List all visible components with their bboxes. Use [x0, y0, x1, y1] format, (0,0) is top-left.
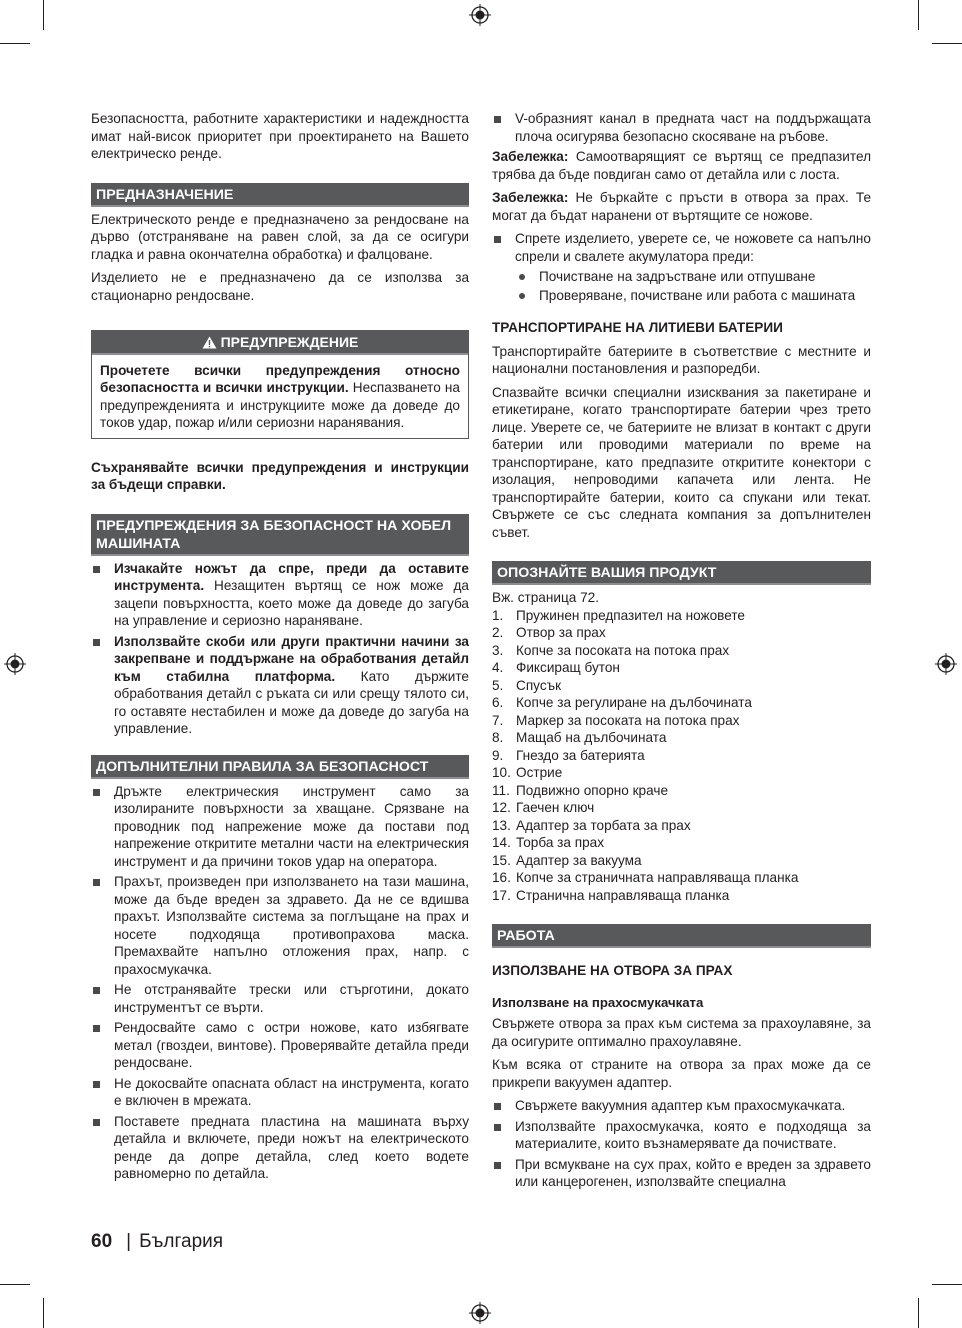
- list-item-bold: Използвайте скоби или други практични начини за закрепване и поддържане на обработвания детайл към стабилна платформа.: [114, 633, 469, 684]
- left-column: [91, 110, 469, 1186]
- purpose-paragraph-2: Изделието не е предназначено да се използва за стационарно рендосване.: [91, 270, 469, 303]
- crop-mark: [918, 1298, 919, 1328]
- item-number: 7.: [492, 712, 504, 728]
- section-heading-extra-safety: ДОПЪЛНИТЕЛНИ ПРАВИЛА ЗА БЕЗОПАСНОСТ: [91, 755, 469, 779]
- list-item-text: Като държите обработвания детайл с ръката си или срещу тялото си, го оставяте нестабилен и може да доведе до загуба на управление.: [114, 668, 469, 736]
- page-number: 60: [91, 1231, 113, 1252]
- product-parts-list: [492, 607, 871, 905]
- list-item-text: Незащитен въртящ се нож може да зацепи повърхността, което може да доведе до загуба на управление и сериозно нараняване.: [114, 578, 469, 628]
- item-number: 1.: [492, 607, 504, 623]
- list-item: Поставете предната пластина на машината върху детайла и включете, преди ножът на електрическото ренде да допре детайла, след което водете равномерно по детайла.: [91, 1113, 469, 1183]
- crop-mark: [43, 0, 44, 30]
- item-text: Гнездо за батерията: [516, 747, 645, 763]
- list-item: [91, 633, 469, 738]
- item-text: Подвижно опорно краче: [516, 782, 669, 798]
- list-item: [492, 817, 871, 835]
- list-item: [492, 834, 871, 852]
- list-item: [492, 642, 871, 660]
- note-label: Забележка:: [492, 149, 569, 164]
- item-text: Гаечен ключ: [516, 800, 595, 815]
- list-item: [492, 887, 871, 905]
- operation-paragraph-1: Свържете отвора за прах към система за прахоулавяне, за да осигурите оптимално прахоулавяне.: [492, 1016, 871, 1049]
- item-text: Странична направляваща планка: [516, 887, 730, 903]
- list-item: [492, 764, 871, 782]
- list-item: Не докосвайте опасната област на инструмента, когато е включен в мрежата.: [91, 1075, 469, 1110]
- item-text: Острие: [516, 765, 563, 780]
- item-text: Копче за регулиране на дълбочината: [516, 695, 752, 710]
- list-item: Не отстранявайте трески или стърготини, докато инструментът се върти.: [91, 981, 469, 1016]
- list-item: При всмукване на сух прах, който е вреден за здравето или канцерогенен, използвайте специална: [492, 1156, 871, 1191]
- item-number: 12.: [492, 800, 511, 815]
- item-text: Пружинен предпазител на ножовете: [516, 607, 745, 623]
- list-item: Използвайте прахосмукачка, която е подходяща за материалите, които възнамерявате да почиствате.: [492, 1118, 871, 1153]
- extra-safety-list: [91, 783, 469, 1183]
- warning-box: [91, 330, 469, 439]
- crop-mark: [0, 1284, 30, 1285]
- warning-bold-text: Прочетете всички предупреждения относно безопасността и всички инструкции.: [100, 362, 460, 395]
- keep-instructions: Съхранявайте всички предупреждения и инструкции за бъдещи справки.: [91, 459, 469, 492]
- footer-separator: |: [126, 1231, 132, 1252]
- item-number: 2.: [492, 625, 504, 640]
- sublist-item: Проверяване, почистване или работа с машината: [516, 287, 871, 305]
- note-text: Не бъркайте с пръсти в отвора за прах. Те могат да бъдат наранени от въртящите се ножове.: [492, 190, 871, 223]
- list-item-bold: Изчакайте ножът да спре, преди да оставите инструмента.: [114, 560, 469, 593]
- item-text: Торба за прах: [516, 835, 605, 850]
- intro-paragraph: Безопасността, работните характеристики и надеждността имат най-висок приоритет при проектирането на Вашето електрическо ренде.: [91, 111, 469, 161]
- list-item: [492, 747, 871, 765]
- registration-mark-icon: [469, 4, 491, 26]
- item-number: 3.: [492, 642, 504, 658]
- item-text: Маркер за посоката на потока прах: [516, 712, 740, 728]
- list-item: [492, 230, 871, 265]
- v-groove-list: [492, 110, 871, 145]
- stop-text: Спрете изделието, уверете се, че ножовете са напълно спрели и свалете акумулатора преди:: [515, 231, 871, 264]
- purpose-paragraph-1: Електрическото ренде е предназначено за рендосване на дърво (отстраняване на равен слой, за да се осигури гладка и равна окончателна обработка) и фалцоване.: [91, 211, 469, 262]
- item-number: 10.: [492, 765, 511, 780]
- item-text: Копче за страничната направляваща планка: [516, 870, 799, 885]
- crop-mark: [932, 43, 962, 44]
- item-text: Адаптер за торбата за прах: [516, 817, 691, 833]
- stop-sublist: [516, 268, 871, 304]
- list-item: [91, 560, 469, 630]
- list-item: [492, 659, 871, 677]
- list-item: Прахът, произведен при използването на тази машина, може да бъде вреден за здравето. Да не се вдишва прахът. Използвайте система за поглъщане на прах и носете подходяща противопрахова маска. Премахвайте напълно отложения прах, напр. с прахосмукачка.: [91, 873, 469, 978]
- transport-heading: ТРАНСПОРТИРАНЕ НА ЛИТИЕВИ БАТЕРИИ: [492, 320, 783, 335]
- item-text: Отвор за прах: [516, 625, 606, 640]
- item-number: 14.: [492, 835, 511, 850]
- item-number: 17.: [492, 887, 511, 903]
- section-heading-planer-safety: ПРЕДУПРЕЖДЕНИЯ ЗА БЕЗОПАСНОСТ НА ХОБЕЛ МАШИНАТА: [91, 514, 469, 556]
- item-number: 5.: [492, 677, 504, 693]
- list-item: Дръжте електрическия инструмент само за изолираните повърхности за хващане. Срязване на проводник под напрежение може да постави под напрежение откритите метални части на електрическия инструмент и да причини токов удар на оператора.: [91, 783, 469, 871]
- list-item: [492, 852, 871, 870]
- item-number: 15.: [492, 852, 511, 868]
- list-item: [492, 712, 871, 730]
- crop-mark: [43, 1298, 44, 1328]
- registration-mark-icon: [935, 653, 957, 675]
- list-item: [492, 869, 871, 887]
- list-item: Рендосвайте само с остри ножове, като избягвате метал (гвоздеи, винтове). Проверявайте детайла преди рендосване.: [91, 1019, 469, 1072]
- warning-triangle-icon: [202, 336, 217, 349]
- section-heading-operation: РАБОТА: [492, 924, 871, 948]
- list-item: [492, 677, 871, 695]
- list-item: Свържете вакуумния адаптер към прахосмукачката.: [492, 1097, 871, 1115]
- transport-paragraph-1: Транспортирайте батериите в съответствие с местните и национални постановления и разпоредби.: [492, 343, 871, 376]
- transport-paragraph-2: Спазвайте всички специални изисквания за пакетиране и етикетиране, когато транспортирате батерии чрез трето лице. Уверете се, че батериите не влизат в контакт с други батерии или проводими материали по време на транспортиране, като предпазите откритите конектори с изолация, непроводими капачета или лента. Не транспортирайте батерии, които са спукани или текат. Свържете се със следната компания за допълнителен съвет.: [492, 384, 871, 540]
- sublist-item: Почистване на задръстване или отпушване: [516, 268, 871, 286]
- item-text: Мащаб на дълбочината: [516, 730, 667, 745]
- list-item: [492, 729, 871, 747]
- list-item: [492, 694, 871, 712]
- item-text: Фиксиращ бутон: [516, 660, 620, 675]
- list-item: [492, 607, 871, 625]
- footer-language: България: [139, 1231, 224, 1252]
- operation-subheading-2: Използване на прахосмукачката: [492, 994, 704, 1010]
- item-number: 16.: [492, 870, 511, 885]
- crop-mark: [932, 1284, 962, 1285]
- right-column: [492, 110, 871, 1194]
- section-heading-purpose: ПРЕДНАЗНАЧЕНИЕ: [91, 183, 469, 207]
- warning-title: ПРЕДУПРЕЖДЕНИЕ: [220, 334, 359, 350]
- warning-header: [92, 331, 468, 355]
- item-number: 9.: [492, 747, 504, 763]
- note-label: Забележка:: [492, 190, 569, 205]
- section-heading-product: ОПОЗНАЙТЕ ВАШИЯ ПРОДУКТ: [492, 561, 871, 585]
- item-text: Адаптер за вакуума: [516, 852, 642, 868]
- note-text: Самоотварящият се въртящ се предпазител трябва да бъде повдиган само от детайла или с лоста.: [492, 149, 871, 182]
- registration-mark-icon: [469, 1302, 491, 1324]
- see-page: Вж. страница 72.: [492, 590, 599, 605]
- page-footer: [91, 1230, 223, 1254]
- list-item: [492, 782, 871, 800]
- stop-list: [492, 230, 871, 265]
- item-number: 13.: [492, 817, 511, 833]
- planer-safety-list: [91, 560, 469, 738]
- list-item: V-образният канал в предната част на поддържащата плоча осигурява безопасно скосяване на ръбове.: [492, 110, 871, 145]
- operation-subheading: ИЗПОЛЗВАНЕ НА ОТВОРА ЗА ПРАХ: [492, 963, 733, 978]
- list-item: [492, 799, 871, 817]
- crop-mark: [0, 43, 30, 44]
- item-number: 8.: [492, 730, 504, 745]
- item-number: 11.: [492, 782, 510, 798]
- list-item: [492, 624, 871, 642]
- item-number: 4.: [492, 660, 504, 675]
- warning-body: [92, 355, 468, 438]
- registration-mark-icon: [4, 653, 26, 675]
- warning-text: Неспазването на предупрежденията и инструкциите може да доведе до токов удар, пожар и/или сериозни наранявания.: [100, 380, 460, 430]
- item-text: Спусък: [516, 677, 562, 693]
- crop-mark: [918, 0, 919, 30]
- operation-paragraph-2: Към всяка от страните на отвора за прах може да се прикрепи вакуумен адаптер.: [492, 1057, 871, 1090]
- item-text: Копче за посоката на потока прах: [516, 642, 730, 658]
- item-number: 6.: [492, 695, 504, 710]
- operation-list: [492, 1097, 871, 1191]
